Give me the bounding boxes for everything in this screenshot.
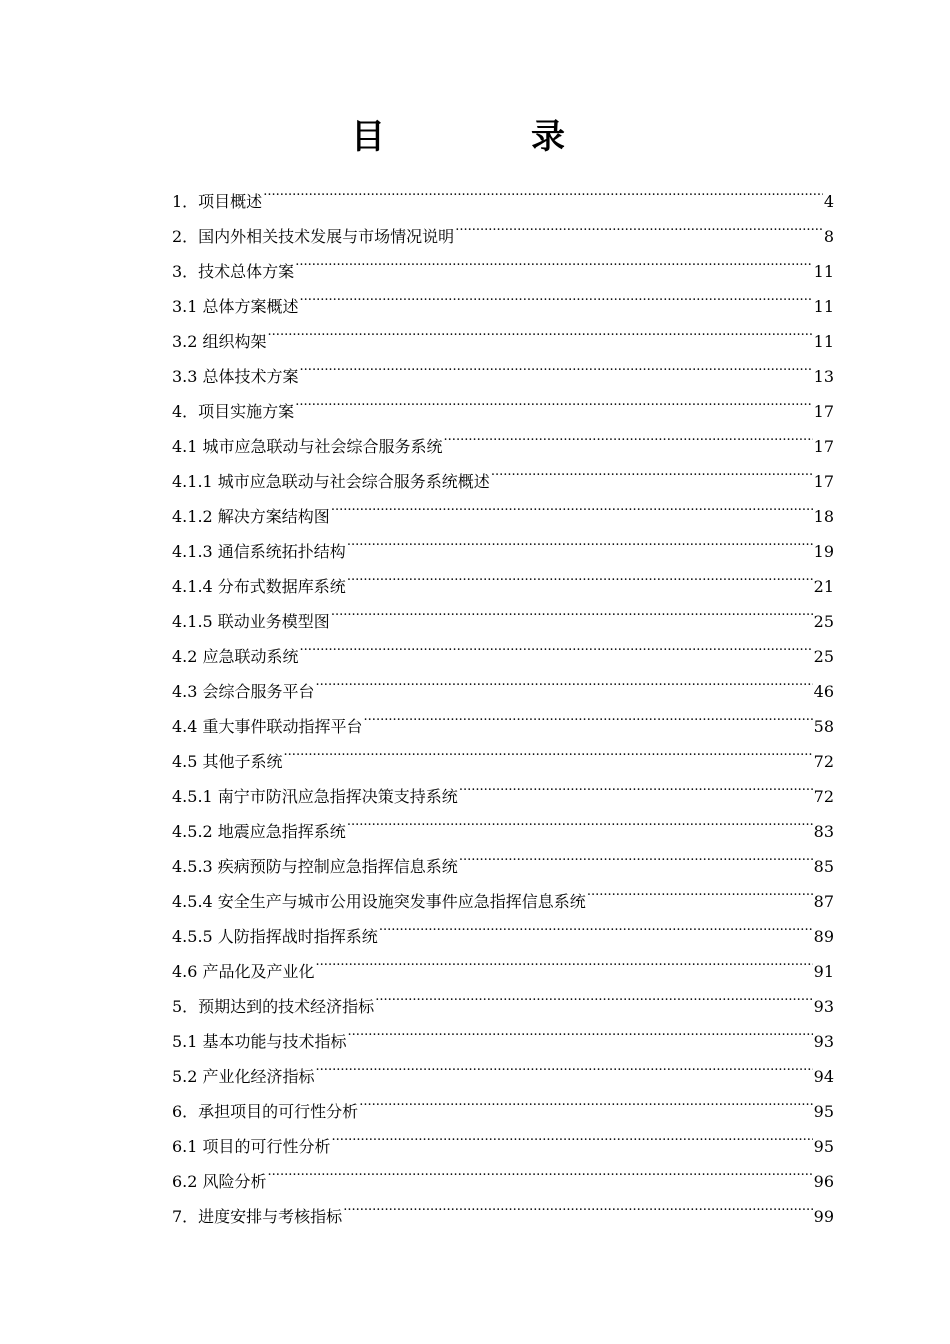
toc-entry-page-number: 19 xyxy=(813,542,834,561)
toc-entry-page-number: 46 xyxy=(813,682,834,701)
toc-leader-dots xyxy=(459,767,813,802)
toc-entry[interactable] xyxy=(172,1187,834,1226)
toc-entry-page-number: 93 xyxy=(813,1032,834,1051)
toc-leader-dots xyxy=(284,732,813,767)
toc-entry-page-number: 96 xyxy=(813,1172,834,1191)
toc-entry-page-number: 17 xyxy=(813,402,834,421)
toc-entry-page-number: 72 xyxy=(813,787,834,806)
toc-leader-dots xyxy=(300,277,813,312)
toc-entry-page-number: 95 xyxy=(813,1102,834,1121)
toc-entry-label: 4.6 产品化及产业化 xyxy=(172,962,315,981)
toc-leader-dots xyxy=(316,662,813,697)
toc-entry-label: 4.5.4 安全生产与城市公用设施突发事件应急指挥信息系统 xyxy=(172,892,586,911)
toc-leader-dots xyxy=(379,907,813,942)
toc-entry-page-number: 13 xyxy=(813,367,834,386)
toc-entry-label: 6．承担项目的可行性分析 xyxy=(172,1102,359,1121)
toc-entry-label: 4.5.3 疾病预防与控制应急指挥信息系统 xyxy=(172,857,458,876)
toc-leader-dots xyxy=(364,697,813,732)
toc-leader-dots xyxy=(444,417,813,452)
toc-leader-dots xyxy=(375,977,812,1012)
toc-leader-dots xyxy=(295,382,812,417)
toc-entry-page-number: 11 xyxy=(813,262,834,281)
toc-entry-label: 6.1 项目的可行性分析 xyxy=(172,1137,331,1156)
toc-entry-label: 4.5.5 人防指挥战时指挥系统 xyxy=(172,927,378,946)
toc-entry-page-number: 21 xyxy=(813,577,834,596)
toc-title: 目 录 xyxy=(351,117,621,157)
toc-leader-dots xyxy=(316,1047,813,1082)
toc-entry-page-number: 83 xyxy=(813,822,834,841)
toc-entry-label: 4.4 重大事件联动指挥平台 xyxy=(172,717,363,736)
toc-leader-dots xyxy=(268,312,813,347)
toc-entry-label: 4.1.1 城市应急联动与社会综合服务系统概述 xyxy=(172,472,490,491)
toc-entry-label: 4.1.5 联动业务模型图 xyxy=(172,612,330,631)
toc-leader-dots xyxy=(347,802,813,837)
toc-entry-label: 6.2 风险分析 xyxy=(172,1172,267,1191)
toc-entry-page-number: 17 xyxy=(813,437,834,456)
toc-leader-dots xyxy=(268,1152,813,1187)
toc-leader-dots xyxy=(332,1117,813,1152)
toc-entry-label: 4.1.2 解决方案结构图 xyxy=(172,507,330,526)
toc-entry-label: 4.1 城市应急联动与社会综合服务系统 xyxy=(172,437,443,456)
toc-entry[interactable] xyxy=(172,312,834,351)
toc-entry-page-number: 91 xyxy=(813,962,834,981)
toc-leader-dots xyxy=(347,522,813,557)
toc-entry-label: 4.1.3 通信系统拓扑结构 xyxy=(172,542,346,561)
toc-entry-label: 4.2 应急联动系统 xyxy=(172,647,299,666)
toc-entry-label: 5.2 产业化经济指标 xyxy=(172,1067,315,1086)
toc-entry-label: 4.5 其他子系统 xyxy=(172,752,283,771)
toc-entry-page-number: 72 xyxy=(813,752,834,771)
toc-leader-dots xyxy=(347,557,813,592)
toc-leader-dots xyxy=(316,942,813,977)
toc-entry-label: 1．项目概述 xyxy=(172,192,263,211)
toc-leader-dots xyxy=(331,592,813,627)
toc-entry-page-number: 11 xyxy=(813,332,834,351)
toc-entry-label: 5．预期达到的技术经济指标 xyxy=(172,997,375,1016)
toc-leader-dots xyxy=(459,837,813,872)
toc-entry-page-number: 89 xyxy=(813,927,834,946)
toc-entry-label: 4.5.2 地震应急指挥系统 xyxy=(172,822,346,841)
toc-entry-label: 5.1 基本功能与技术指标 xyxy=(172,1032,347,1051)
toc-entry-label: 4.3 会综合服务平台 xyxy=(172,682,315,701)
toc-entry-label: 4.1.4 分布式数据库系统 xyxy=(172,577,346,596)
toc-leader-dots xyxy=(491,452,813,487)
toc-leader-dots xyxy=(295,242,812,277)
toc-entry-page-number: 87 xyxy=(813,892,834,911)
toc-entry[interactable] xyxy=(172,347,834,386)
toc-leader-dots xyxy=(331,487,813,522)
toc-entry-page-number: 93 xyxy=(813,997,834,1016)
toc-leader-dots xyxy=(587,872,813,907)
table-of-contents xyxy=(172,172,834,1226)
toc-entry-page-number: 95 xyxy=(813,1137,834,1156)
toc-entry-page-number: 8 xyxy=(823,227,834,246)
toc-entry-page-number: 11 xyxy=(813,297,834,316)
toc-leader-dots xyxy=(300,627,813,662)
toc-leader-dots xyxy=(348,1012,813,1047)
toc-entry[interactable] xyxy=(172,172,834,211)
toc-entry-page-number: 25 xyxy=(813,612,834,631)
toc-entry-page-number: 94 xyxy=(813,1067,834,1086)
toc-leader-dots xyxy=(300,347,813,382)
toc-entry-label: 4.5.1 南宁市防汛应急指挥决策支持系统 xyxy=(172,787,458,806)
toc-entry-label: 4．项目实施方案 xyxy=(172,402,295,421)
toc-entry-page-number: 58 xyxy=(813,717,834,736)
toc-leader-dots xyxy=(343,1187,812,1222)
toc-leader-dots xyxy=(455,207,823,242)
toc-entry-page-number: 17 xyxy=(813,472,834,491)
toc-entry-label: 3.3 总体技术方案 xyxy=(172,367,299,386)
toc-entry[interactable] xyxy=(172,207,834,246)
toc-entry-page-number: 85 xyxy=(813,857,834,876)
toc-entry-label: 3．技术总体方案 xyxy=(172,262,295,281)
toc-entry[interactable] xyxy=(172,1152,834,1191)
toc-entry-page-number: 18 xyxy=(813,507,834,526)
toc-entry-page-number: 99 xyxy=(813,1207,834,1226)
toc-entry-page-number: 4 xyxy=(823,192,834,211)
toc-leader-dots xyxy=(359,1082,812,1117)
toc-entry-label: 2．国内外相关技术发展与市场情况说明 xyxy=(172,227,455,246)
toc-entry-label: 3.1 总体方案概述 xyxy=(172,297,299,316)
toc-leader-dots xyxy=(263,172,823,207)
toc-entry-label: 7．进度安排与考核指标 xyxy=(172,1207,343,1226)
toc-entry-label: 3.2 组织构架 xyxy=(172,332,267,351)
toc-entry-page-number: 25 xyxy=(813,647,834,666)
